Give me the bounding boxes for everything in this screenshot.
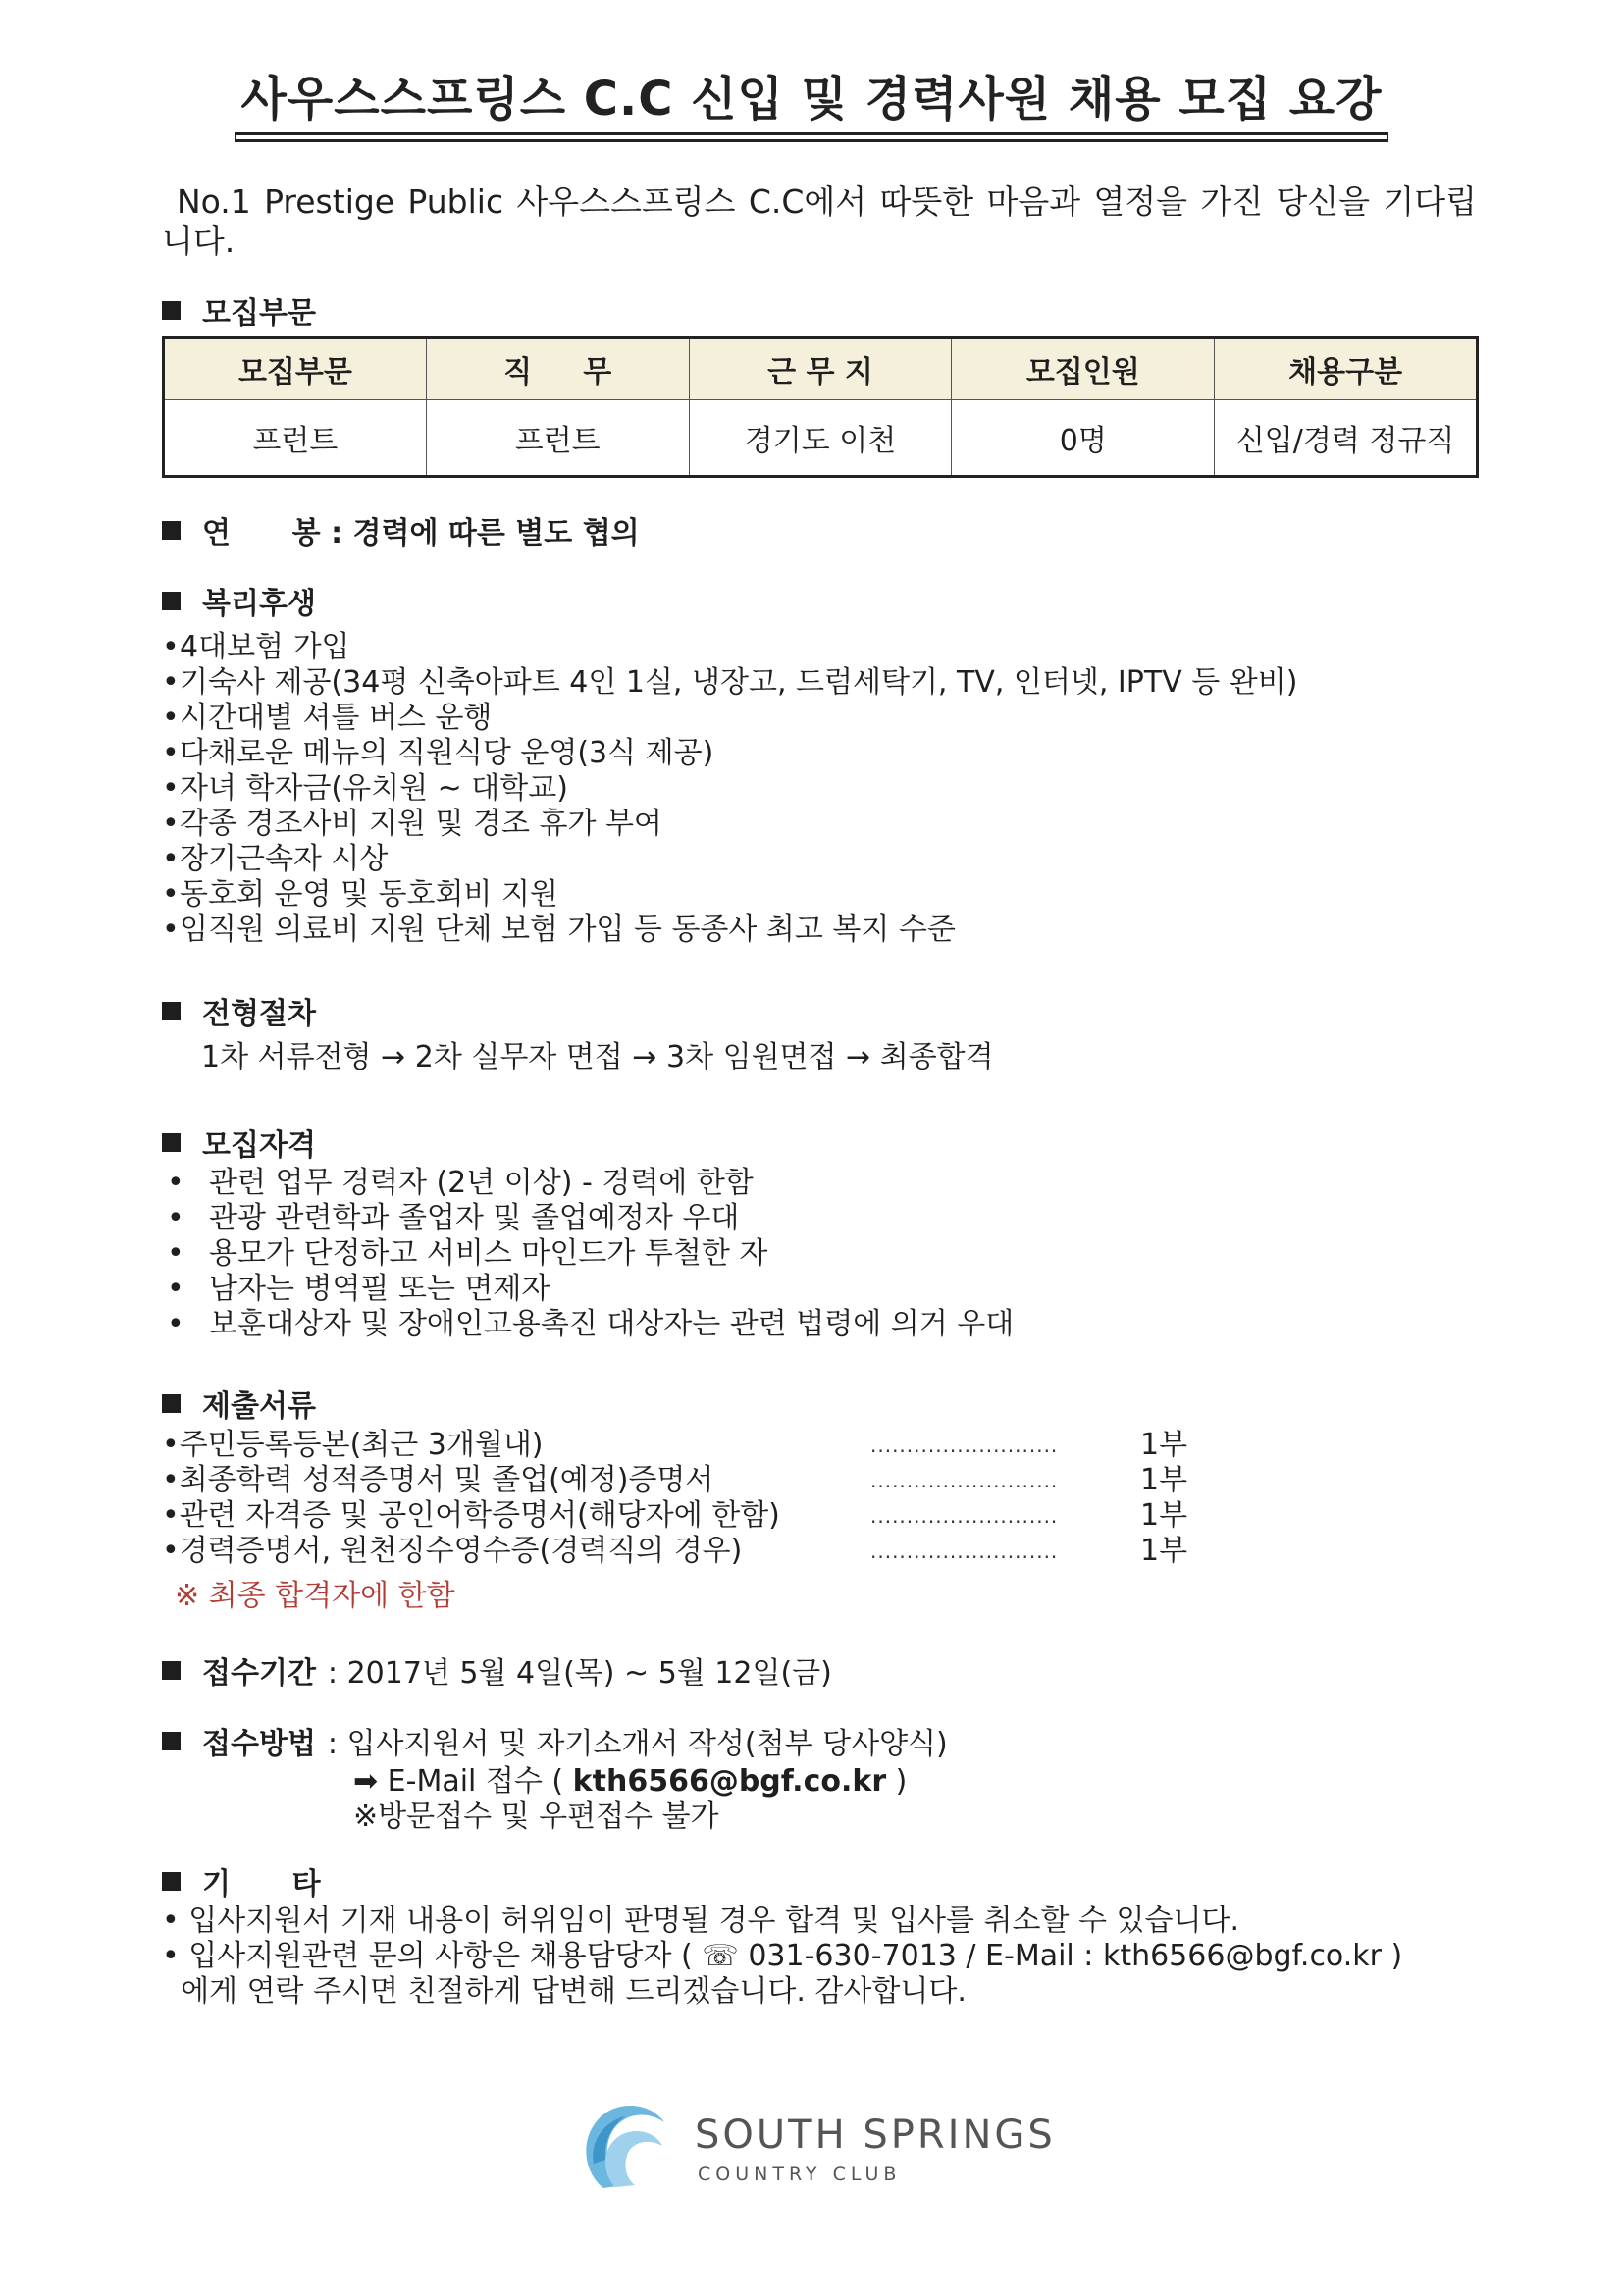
bullet-dot: • xyxy=(162,913,180,947)
cell-headcount: 0명 xyxy=(952,400,1215,477)
process-steps: 1차 서류전형 → 2차 실무자 면접 → 3차 임원면접 → 최종합격 xyxy=(201,1040,994,1074)
period-text: : 2017년 5월 4일(목) ~ 5월 12일(금) xyxy=(327,1656,832,1691)
documents-note: ※ 최종 합격자에 한함 xyxy=(175,1579,455,1613)
bullet-dot: • xyxy=(162,630,180,664)
list-item xyxy=(162,1166,1014,1201)
recruit-table-header xyxy=(164,338,1478,400)
list-item xyxy=(162,1428,1202,1463)
col-header-type: 채용구분 xyxy=(1215,338,1478,400)
method-email-suffix: ) xyxy=(886,1764,908,1799)
bullet-dot: • xyxy=(162,736,180,770)
section-process-heading xyxy=(162,989,316,1032)
section-period-heading xyxy=(162,1648,832,1692)
method-line-1: : 입사지원서 및 자기소개서 작성(첨부 당사양식) xyxy=(327,1727,948,1761)
qualification-item-text: 관광 관련학과 졸업자 및 졸업예정자 우대 xyxy=(209,1201,740,1235)
section-salary-heading xyxy=(162,508,640,551)
list-item xyxy=(162,913,1297,948)
col-header-duty: 직 무 xyxy=(426,338,689,400)
square-bullet-icon xyxy=(162,1002,181,1020)
bullet-dot: • xyxy=(162,842,180,876)
welfare-item-text: 기숙사 제공(34평 신축아파트 4인 1실, 냉장고, 드럼세탁기, TV, 인터넷, IPTV 등 완비) xyxy=(180,665,1298,700)
welfare-item-text: 임직원 의료비 지원 단체 보험 가입 등 동종사 최고 복지 수준 xyxy=(180,913,956,947)
qualification-item-text: 남자는 병역필 또는 면제자 xyxy=(209,1272,550,1306)
section-qualification-heading xyxy=(162,1121,316,1164)
dot-leader: .......................... xyxy=(870,1504,1059,1528)
page-title xyxy=(0,61,1623,135)
logo-sub-text: COUNTRY CLUB xyxy=(698,2164,902,2185)
table-row xyxy=(164,400,1478,477)
welfare-item-text: 장기근속자 시상 xyxy=(180,842,389,876)
document-name: 관련 자격증 및 공인어학증명서(해당자에 한함) xyxy=(179,1498,780,1533)
list-item xyxy=(162,1534,1202,1569)
section-recruit-heading xyxy=(162,288,316,332)
col-header-headcount: 모집인원 xyxy=(952,338,1215,400)
qualification-list xyxy=(162,1166,1014,1342)
bullet-dot: • xyxy=(167,1272,184,1306)
bullet-dot: • xyxy=(162,1534,180,1568)
dot-leader: .......................... xyxy=(870,1539,1059,1563)
bullet-dot: • xyxy=(162,1428,180,1462)
welfare-item-text: 자녀 학자금(유치원 ~ 대학교) xyxy=(180,771,568,806)
section-method-label: 접수방법 xyxy=(202,1727,316,1761)
list-item xyxy=(162,1201,1014,1236)
document-qty: 1부 xyxy=(1140,1463,1188,1497)
documents-list xyxy=(162,1428,1202,1569)
welfare-item-text: 4대보험 가입 xyxy=(180,630,350,664)
square-bullet-icon xyxy=(162,592,181,610)
bullet-dot: • xyxy=(162,1498,180,1533)
section-etc-label: 기 타 xyxy=(202,1867,321,1902)
cell-type: 신입/경력 정규직 xyxy=(1215,400,1478,477)
south-springs-logo xyxy=(574,2095,1084,2203)
list-item xyxy=(162,771,1297,807)
welfare-item-text: 동호회 운영 및 동호회비 지원 xyxy=(180,877,558,912)
dot-leader: .......................... xyxy=(870,1469,1059,1492)
page-title-text: 사우스스프링스 C.C 신입 및 경력사원 채용 모집 요강 xyxy=(235,61,1387,135)
col-header-location: 근 무 지 xyxy=(689,338,952,400)
bullet-dot: • xyxy=(162,1463,180,1497)
welfare-item-text: 각종 경조사비 지원 및 경조 휴가 부여 xyxy=(180,807,662,841)
etc-list xyxy=(162,1904,1402,2009)
section-documents-heading xyxy=(162,1382,316,1425)
list-item xyxy=(162,1236,1014,1272)
square-bullet-icon xyxy=(162,1133,181,1152)
bullet-dot: • xyxy=(162,701,180,735)
list-item xyxy=(162,1498,1202,1534)
welfare-item-text: 시간대별 셔틀 버스 운행 xyxy=(180,701,493,735)
list-item xyxy=(162,701,1297,736)
bullet-dot: • xyxy=(167,1166,184,1200)
bullet-dot: • xyxy=(162,807,180,841)
cell-department: 프런트 xyxy=(164,400,427,477)
bullet-dot: • xyxy=(162,877,180,912)
list-item xyxy=(162,1307,1014,1342)
document-name: 최종학력 성적증명서 및 졸업(예정)증명서 xyxy=(179,1463,714,1497)
method-line-3: ※방문접수 및 우편접수 불가 xyxy=(353,1800,719,1834)
list-item: • 입사지원관련 문의 사항은 채용담당자 ( ☏ 031-630-7013 / E-Mail : kth6566@bgf.co.kr ) xyxy=(162,1939,1403,1973)
document-name: 경력증명서, 원천징수영수증(경력직의 경우) xyxy=(179,1534,743,1568)
section-etc-heading xyxy=(162,1859,321,1903)
document-qty: 1부 xyxy=(1140,1428,1188,1462)
logo-brand-text: SOUTH SPRINGS xyxy=(695,2113,1056,2158)
document-name: 주민등록등본(최근 3개월내) xyxy=(179,1428,544,1462)
welfare-item-text: 다채로운 메뉴의 직원식당 운영(3식 제공) xyxy=(180,736,714,770)
qualification-item-text: 관련 업무 경력자 (2년 이상) - 경력에 한함 xyxy=(209,1166,754,1200)
list-item xyxy=(162,665,1297,701)
method-email-link[interactable]: kth6566@bgf.co.kr xyxy=(572,1764,887,1799)
dot-leader: .......................... xyxy=(870,1434,1059,1457)
bullet-dot: • xyxy=(167,1236,184,1271)
bullet-dot: • xyxy=(167,1201,184,1235)
document-qty: 1부 xyxy=(1140,1498,1188,1533)
cell-location: 경기도 이천 xyxy=(689,400,952,477)
list-item: 에게 연락 주시면 친절하게 답변해 드리겠습니다. 감사합니다. xyxy=(162,1974,967,2009)
square-bullet-icon xyxy=(162,1661,181,1680)
list-item xyxy=(162,630,1297,665)
section-documents-label: 제출서류 xyxy=(202,1389,316,1424)
list-item: • 입사지원서 기재 내용이 허위임이 판명될 경우 합격 및 입사를 취소할 수 있습니다. xyxy=(162,1904,1240,1938)
list-item xyxy=(162,842,1297,877)
square-bullet-icon xyxy=(162,521,181,540)
section-recruit-label: 모집부문 xyxy=(202,296,316,331)
cell-duty: 프런트 xyxy=(426,400,689,477)
list-item xyxy=(162,877,1297,913)
list-item xyxy=(162,1272,1014,1307)
method-email-prefix: ➡ E-Mail 접수 ( xyxy=(353,1764,573,1799)
welfare-list xyxy=(162,630,1297,948)
list-item xyxy=(162,807,1297,842)
square-bullet-icon xyxy=(162,1872,181,1891)
bullet-dot: • xyxy=(162,665,180,700)
document-qty: 1부 xyxy=(1140,1534,1188,1568)
section-salary-label: 연 봉 : 경력에 따른 별도 협의 xyxy=(202,516,640,550)
recruit-table xyxy=(162,336,1479,478)
square-bullet-icon xyxy=(162,1732,181,1750)
section-welfare-heading xyxy=(162,579,316,622)
square-bullet-icon xyxy=(162,1394,181,1413)
list-item xyxy=(162,736,1297,771)
qualification-item-text: 보훈대상자 및 장애인고용촉진 대상자는 관련 법령에 의거 우대 xyxy=(209,1307,1015,1341)
col-header-department: 모집부문 xyxy=(164,338,427,400)
bullet-dot: • xyxy=(167,1307,184,1341)
section-period-label: 접수기간 xyxy=(202,1656,316,1691)
qualification-item-text: 용모가 단정하고 서비스 마인드가 투철한 자 xyxy=(209,1236,768,1271)
section-process-label: 전형절차 xyxy=(202,997,316,1031)
wave-logo-icon xyxy=(574,2095,682,2203)
section-qualification-label: 모집자격 xyxy=(202,1128,316,1163)
square-bullet-icon xyxy=(162,301,181,320)
intro-paragraph: No.1 Prestige Public 사우스스프링스 C.C에서 따뜻한 마음과 열정을 가진 당신을 기다립니다. xyxy=(162,183,1477,260)
list-item xyxy=(162,1463,1202,1498)
section-welfare-label: 복리후생 xyxy=(202,587,316,621)
bullet-dot: • xyxy=(162,771,180,806)
